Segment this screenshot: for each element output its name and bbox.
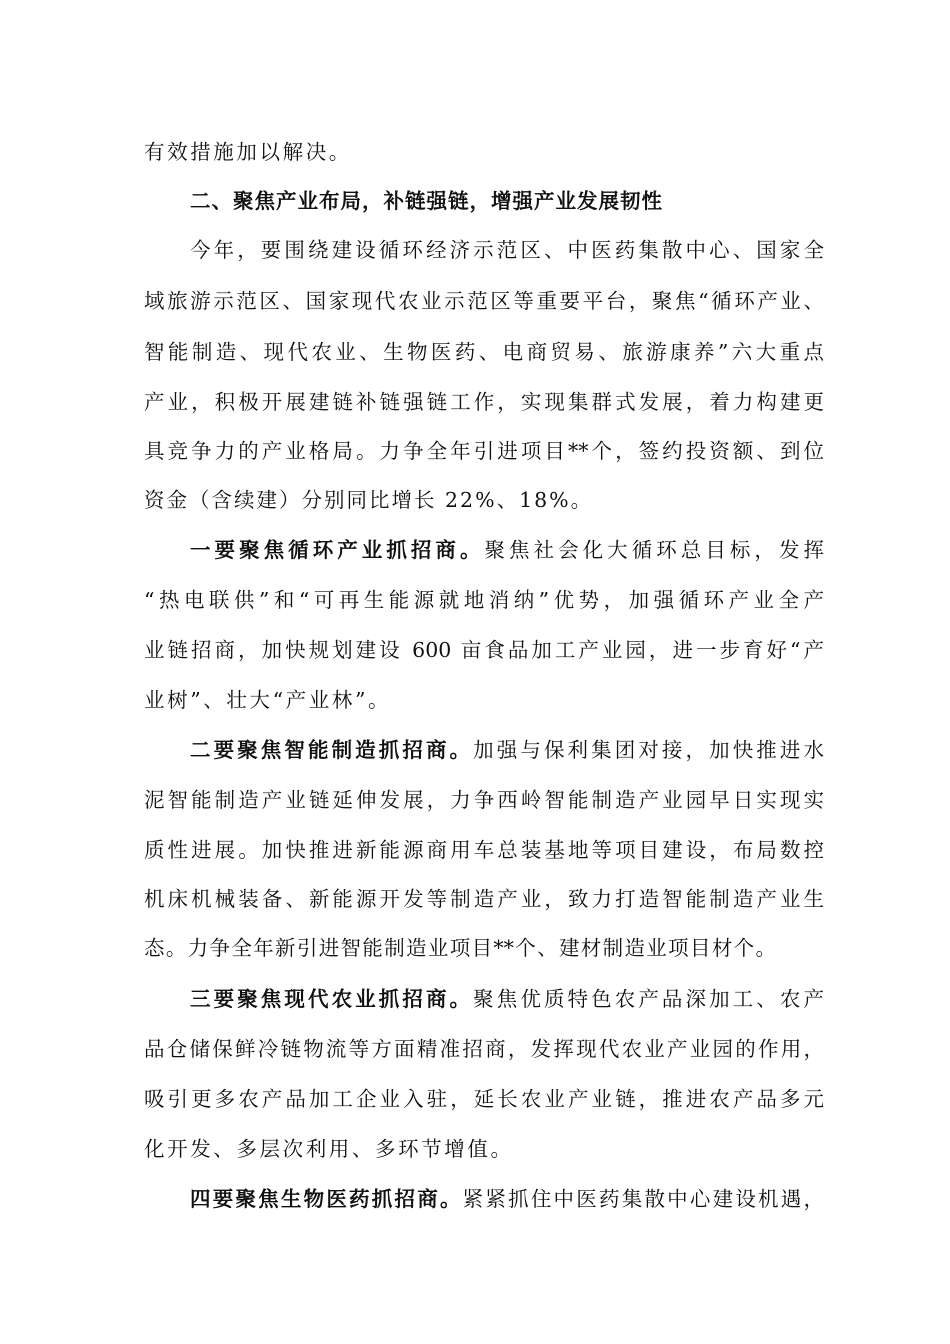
paragraph-line: 化开发、多层次利用、多环节增值。 (144, 1137, 514, 1161)
paragraph-line: “热电联供”和“可再生能源就地消纳”优势，加强循环产业全产 (144, 588, 824, 612)
paragraph-line: 四要聚焦生物医药抓招商。紧紧抓住中医药集散中心建设机遇， (190, 1187, 825, 1211)
paragraph-line: 产业，积极开展建链补链强链工作，实现集群式发展，着力构建更 (144, 390, 824, 414)
paragraph-line: 一要聚焦循环产业抓招商。聚焦社会化大循环总目标，发挥 (190, 538, 825, 562)
paragraph-lead: 二要聚焦智能制造抓招商。 (190, 738, 474, 762)
paragraph-lead: 四要聚焦生物医药抓招商。 (190, 1187, 463, 1211)
paragraph-line: 三要聚焦现代农业抓招商。聚焦优质特色农产品深加工、农产 (190, 987, 825, 1011)
paragraph-line: 资金（含续建）分别同比增长 22%、18%。 (144, 488, 594, 512)
paragraph-line: 具竞争力的产业格局。力争全年引进项目**个，签约投资额、到位 (144, 439, 824, 463)
paragraph-lead: 三要聚焦现代农业抓招商。 (190, 987, 474, 1011)
paragraph-line: 有效措施加以解决。 (144, 140, 352, 164)
paragraph-line: 今年，要围绕建设循环经济示范区、中医药集散中心、国家全 (190, 238, 824, 262)
paragraph-line: 态。力争全年新引进智能制造业项目**个、建材制造业项目材个。 (144, 936, 776, 960)
paragraph-line: 二要聚焦智能制造抓招商。加强与保利集团对接，加快推进水 (190, 738, 825, 762)
paragraph-line: 业树”、壮大“产业林”。 (144, 688, 392, 712)
paragraph-line: 机床机械装备、新能源开发等制造产业，致力打造智能制造产业生 (144, 887, 824, 911)
paragraph-line: 质性进展。加快推进新能源商用车总装基地等项目建设，布局数控 (144, 838, 824, 862)
paragraph-line: 品仓储保鲜冷链物流等方面精准招商，发挥现代农业产业园的作用， (144, 1037, 824, 1061)
paragraph-lead: 一要聚焦循环产业抓招商。 (190, 538, 485, 562)
paragraph-line: 域旅游示范区、国家现代农业示范区等重要平台，聚焦“循环产业、 (144, 289, 824, 313)
section-heading: 二、聚焦产业布局，补链强链，增强产业发展韧性 (190, 189, 663, 213)
paragraph-line: 业链招商，加快规划建设 600 亩食品加工产业园，进一步育好“产 (144, 638, 824, 662)
paragraph-line: 泥智能制造产业链延伸发展，力争西岭智能制造产业园早日实现实 (144, 788, 824, 812)
paragraph-line: 吸引更多农产品加工企业入驻，延长农业产业链，推进农产品多元 (144, 1087, 824, 1111)
paragraph-line: 智能制造、现代农业、生物医药、电商贸易、旅游康养”六大重点 (144, 340, 824, 364)
